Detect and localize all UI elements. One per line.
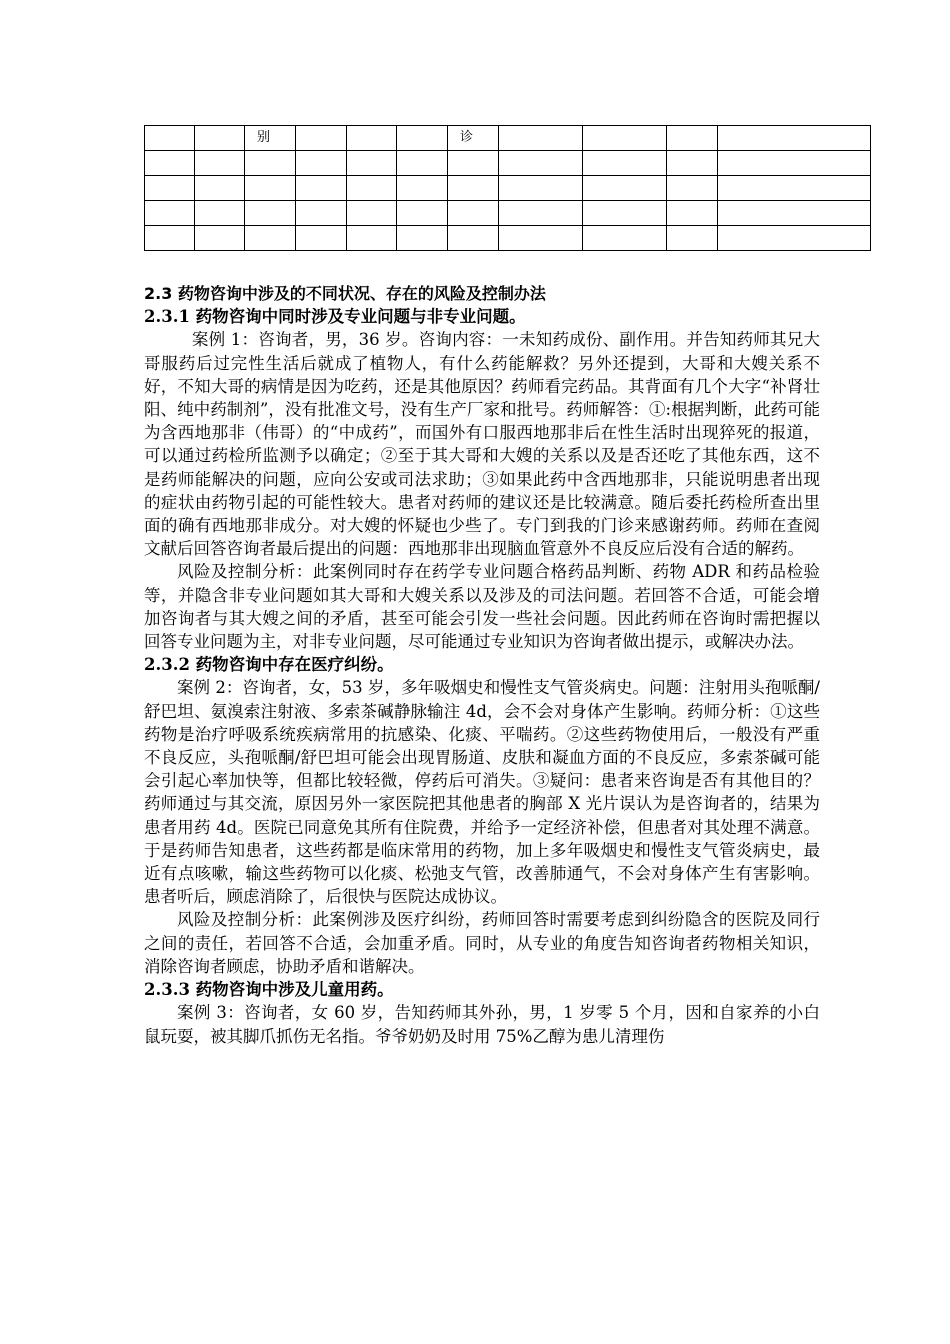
table-cell xyxy=(145,201,195,226)
table-cell xyxy=(583,226,667,251)
table-cell xyxy=(145,126,195,151)
table-cell xyxy=(195,151,245,176)
data-table xyxy=(144,125,871,251)
subsection-title-1: 2.3.1 药物咨询中同时涉及专业问题与非专业问题。 xyxy=(144,307,526,327)
table-cell xyxy=(583,176,667,201)
table-cell xyxy=(499,176,583,201)
table-cell xyxy=(347,151,397,176)
table-cell xyxy=(718,151,871,176)
table-cell xyxy=(499,126,583,151)
table-cell: 诊 xyxy=(448,126,499,151)
case-3-paragraph: 案例 3：咨询者，女 60 岁，告知药师其外孙，男，1 岁零 5 个月，因和自家养的小白鼠玩耍，被其脚爪抓伤无名指。爷爷奶奶及时用 75%乙醇为患儿清理伤 xyxy=(144,1003,820,1046)
table-cell xyxy=(448,151,499,176)
table-row xyxy=(145,201,871,226)
table-cell xyxy=(245,226,296,251)
table-cell xyxy=(245,151,296,176)
table-cell xyxy=(397,176,448,201)
table-cell xyxy=(347,226,397,251)
table-cell xyxy=(448,201,499,226)
table-cell xyxy=(195,226,245,251)
table-cell xyxy=(499,226,583,251)
risk-1-paragraph: 风险及控制分析：此案例同时存在药学专业问题合格药品判断、药物 ADR 和药品检验等，并隐含非专业问题如其大哥和大嫂关系以及涉及的司法问题。若回答不合适，可能会增加咨询者与其大嫂之间的矛盾，甚至可能会引发一些社会问题。因此药师在咨询时需把握以回答专业问题为主，对非专业问题，尽可能通过专业知识为咨询者做出提示，或解决办法。 xyxy=(144,562,820,652)
table-cell xyxy=(583,201,667,226)
table-cell xyxy=(347,201,397,226)
table-row xyxy=(145,226,871,251)
table-cell xyxy=(718,176,871,201)
table-cell xyxy=(296,151,347,176)
section-title: 2.3 药物咨询中涉及的不同状况、存在的风险及控制办法 xyxy=(144,284,546,303)
table-cell xyxy=(397,151,448,176)
table-cell xyxy=(718,201,871,226)
table-cell xyxy=(245,176,296,201)
table-cell xyxy=(145,176,195,201)
table-row xyxy=(145,176,871,201)
table-cell xyxy=(667,151,718,176)
subsection-title-3: 2.3.3 药物咨询中涉及儿童用药。 xyxy=(144,980,394,1000)
case-2-paragraph: 案例 2：咨询者，女，53 岁，多年吸烟史和慢性支气管炎病史。问题：注射用头孢哌酮/舒巴坦、氨溴索注射液、多索茶碱静脉输注 4d，会不会对身体产生影响。药师分析：①这些药物是治疗呼吸系统疾病常用的抗感染、化痰、平喘药。②这些药物使用后，一般没有严重不良反应，头孢哌酮/舒巴坦可能会出现胃肠道、皮肤和凝血方面的不良反应，多索茶碱可能会引起心率加快等，但都比较轻微，停药后可消失。③疑问：患者来咨询是否有其他目的？药师通过与其交流，原因另外一家医院把其他患者的胸部 X 光片误认为是咨询者的，结果为患者用药 4d。医院已同意免其所有住院费，并给予一定经济补偿，但患者对其处理不满意。于是药师告知患者，这些药都是临床常用的药物，加上多年吸烟史和慢性支气管炎病史，最近有点咳嗽，输这些药物可以化痰、松弛支气管，改善肺通气，不会对身体产生有害影响。患者听后，顾虑消除了，后很快与医院达成协议。 xyxy=(144,678,820,907)
table-cell xyxy=(347,126,397,151)
table-cell xyxy=(397,126,448,151)
risk-2-paragraph: 风险及控制分析：此案例涉及医疗纠纷，药师回答时需要考虑到纠纷隐含的医院及同行之间的责任，若回答不合适，会加重矛盾。同时，从专业的角度告知咨询者药物相关知识，消除咨询者顾虑，协助矛盾和谐解决。 xyxy=(144,910,820,976)
table-cell xyxy=(448,176,499,201)
table-cell xyxy=(145,226,195,251)
subsection-title-2: 2.3.2 药物咨询中存在医疗纠纷。 xyxy=(144,655,394,675)
table-cell xyxy=(296,226,347,251)
table-cell xyxy=(667,226,718,251)
table-cell xyxy=(397,226,448,251)
table-cell xyxy=(397,201,448,226)
table-cell xyxy=(718,126,871,151)
table-cell xyxy=(296,126,347,151)
table-cell xyxy=(145,151,195,176)
table-row xyxy=(145,126,871,151)
case-1-paragraph: 案例 1：咨询者，男，36 岁。咨询内容：一未知药成份、副作用。并告知药师其兄大哥服药后过完性生活后就成了植物人，有什么药能解救？另外还提到，大哥和大嫂关系不好，不知大哥的病情是因为吃药，还是其他原因？药师看完药品。其背面有几个大字“补肾壮阳、纯中药制剂”，没有批准文号，没有生产厂家和批号。药师解答：①:根据判断，此药可能为含西地那非（伟哥）的“中成药”，而国外有口服西地那非后在性生活时出现猝死的报道，可以通过药检所监测予以确定；②至于其大哥和大嫂的关系以及是否还吃了其他东西，这不是药师能解决的问题，应向公安或司法求助；③如果此药中含西地那非，只能说明患者出现的症状由药物引起的可能性较大。患者对药师的建议还是比较满意。随后委托药检所查出里面的确有西地那非成分。对大嫂的怀疑也少些了。专门到我的门诊来感谢药师。药师在查阅文献后回答咨询者最后提出的问题：西地那非出现脑血管意外不良反应后没有合适的解药。 xyxy=(144,330,820,559)
table-cell xyxy=(296,176,347,201)
table-cell xyxy=(296,201,347,226)
table-cell xyxy=(583,126,667,151)
table-cell xyxy=(195,176,245,201)
table-cell xyxy=(448,226,499,251)
table-cell xyxy=(583,151,667,176)
table-cell xyxy=(195,201,245,226)
table-cell xyxy=(245,201,296,226)
table-cell xyxy=(347,176,397,201)
table-cell xyxy=(718,226,871,251)
table-cell: 别 xyxy=(245,126,296,151)
document-body xyxy=(144,282,820,1048)
table-cell xyxy=(499,201,583,226)
table-row xyxy=(145,151,871,176)
table-cell xyxy=(667,176,718,201)
table-cell xyxy=(195,126,245,151)
table-cell xyxy=(667,201,718,226)
table-cell xyxy=(667,126,718,151)
table-cell xyxy=(499,151,583,176)
